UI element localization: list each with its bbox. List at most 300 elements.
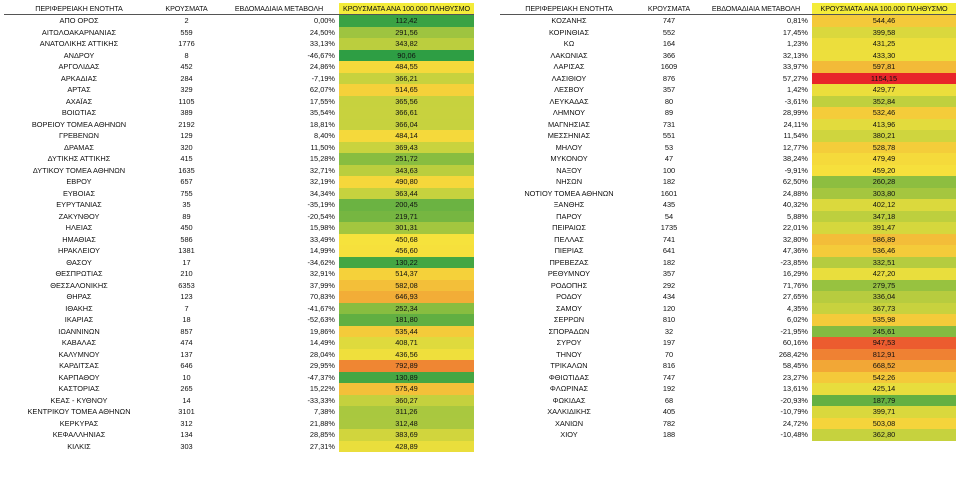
weekly-change-cell: 14,99% [309,246,335,255]
weekly-change-cell: 11,54% [783,131,808,140]
table-row [500,27,956,39]
per-100k-cell: 503,08 [812,418,956,430]
region-cell: ΙΘΑΚΗΣ [65,303,93,313]
cases-cell: 755 [180,188,193,198]
region-cell: ΧΙΟΥ [560,430,578,439]
weekly-change-cell: 21,88% [309,418,335,428]
per-100k-cell: 528,78 [812,142,956,154]
region-cell: ΚΕΑΣ - ΚΥΘΝΟΥ [50,395,108,405]
cases-cell: 188 [662,430,676,439]
weekly-change-cell: 32,80% [782,234,808,244]
per-100k-cell: 252,34 [339,303,474,315]
left-header-row [4,3,474,15]
region-cell: ΜΑΓΝΗΣΙΑΣ [548,119,590,129]
weekly-change-cell: 62,07% [309,85,335,94]
weekly-change-cell: 38,24% [782,154,808,163]
weekly-change-cell: 0,00% [314,16,335,25]
table-row [500,234,956,246]
per-100k-cell: 429,77 [812,84,956,96]
per-100k-cell: 484,14 [339,130,474,142]
weekly-change-cell: 15,98% [309,223,335,232]
per-100k-cell: 251,72 [339,153,474,165]
cases-cell: 284 [180,73,193,83]
cases-cell: 1381 [178,246,195,255]
weekly-change-cell: 17,45% [782,27,808,37]
weekly-change-cell: 57,27% [782,73,808,83]
per-100k-cell: 408,71 [339,337,474,349]
cases-cell: 8 [184,50,189,60]
per-100k-cell: 365,56 [339,96,474,108]
table-row [500,61,956,73]
region-cell: ΦΘΙΩΤΙΔΑΣ [548,372,590,382]
table-row [4,211,474,223]
per-100k-cell: 301,31 [339,222,474,234]
weekly-change-cell: 24,86% [309,62,335,71]
right-table [500,3,956,441]
region-cell: ΠΕΛΛΑΣ [554,234,584,244]
per-100k-cell: 363,44 [339,188,474,200]
table-row [500,406,956,418]
region-cell: ΝΑΞΟΥ [556,165,582,175]
cases-cell: 657 [180,177,193,186]
region-cell: ΡΕΘΥΜΝΟΥ [547,269,591,278]
table-row [4,234,474,246]
region-cell: ΑΝΑΤΟΛΙΚΗΣ ΑΤΤΙΚΗΣ [39,39,119,48]
cases-cell: 2192 [178,119,195,129]
cases-cell: 192 [662,384,676,393]
region-cell: ΗΛΕΙΑΣ [65,223,93,232]
header-cases: ΚΡΟΥΣΜΑΤΑ [638,3,700,15]
per-100k-cell: 792,89 [339,360,474,372]
weekly-change-cell: 27,31% [309,441,335,451]
region-cell: ΣΠΟΡΑΔΩΝ [548,326,590,336]
table-row [4,61,474,73]
per-100k-cell: 312,48 [339,418,474,430]
table-row [500,130,956,142]
region-cell: ΚΩ [563,39,575,48]
per-100k-cell: 597,81 [812,61,956,73]
right-table-body [500,15,956,441]
table-row [500,337,956,349]
region-cell: ΒΟΡΕΙΟΥ ΤΟΜΕΑ ΑΘΗΝΩΝ [31,119,127,129]
per-100k-cell: 380,21 [812,130,956,142]
per-100k-cell: 130,22 [339,257,474,269]
cases-cell: 292 [662,280,676,290]
cases-cell: 6353 [178,280,195,290]
weekly-change-cell: -46,67% [307,50,335,60]
per-100k-cell: 311,26 [339,406,474,418]
region-cell: ΚΟΡΙΝΘΙΑΣ [548,27,590,37]
weekly-change-cell: 19,86% [309,326,335,336]
cases-cell: 312 [180,418,193,428]
table-row [4,429,474,441]
table-row [500,360,956,372]
cases-cell: 32 [664,326,674,336]
weekly-change-cell: 24,72% [782,418,808,428]
weekly-change-cell: 16,29% [782,269,808,278]
cases-cell: 435 [662,200,676,209]
per-100k-cell: 490,80 [339,176,474,188]
per-100k-cell: 362,80 [812,429,956,441]
cases-cell: 366 [662,50,676,60]
per-100k-cell: 450,68 [339,234,474,246]
cases-cell: 1635 [178,165,195,175]
region-cell: ΚΙΛΚΙΣ [67,441,91,451]
cases-cell: 731 [662,119,676,129]
per-100k-cell: 347,18 [812,211,956,223]
region-cell: ΞΑΝΘΗΣ [553,200,585,209]
cases-cell: 747 [662,16,676,25]
per-100k-cell: 181,80 [339,314,474,326]
region-cell: ΛΕΣΒΟΥ [554,85,584,94]
table-row [500,280,956,292]
table-row [4,130,474,142]
weekly-change-cell: 28,04% [309,349,335,359]
weekly-change-cell: -52,63% [307,315,335,324]
table-row [500,303,956,315]
cases-cell: 18 [182,315,191,324]
region-cell: ΔΥΤΙΚΗΣ ΑΤΤΙΚΗΣ [47,154,111,163]
cases-cell: 452 [180,62,193,71]
table-row [500,165,956,177]
table-row [500,291,956,303]
weekly-change-cell: -10,48% [780,430,808,439]
weekly-change-cell: 35,54% [309,108,335,117]
table-row [500,176,956,188]
header-per-100k: ΚΡΟΥΣΜΑΤΑ ΑΝΑ 100.000 ΠΛΗΘΥΣΜΟ [339,3,474,15]
region-cell: ΔΥΤΙΚΟΥ ΤΟΜΕΑ ΑΘΗΝΩΝ [32,165,126,175]
cases-cell: 2 [184,16,189,25]
weekly-change-cell: 17,55% [309,96,335,106]
region-cell: ΒΟΙΩΤΙΑΣ [61,108,97,117]
per-100k-cell: 535,44 [339,326,474,338]
header-per-100k: ΚΡΟΥΣΜΑΤΑ ΑΝΑ 100.000 ΠΛΗΘΥΣΜΟ [812,3,956,15]
cases-cell: 329 [180,85,193,94]
per-100k-cell: 575,49 [339,383,474,395]
per-100k-cell: 484,55 [339,61,474,73]
region-cell: ΛΑΡΙΣΑΣ [553,62,585,71]
header-weekly-change: ΕΒΔΟΜΑΔΙΑΙΑ ΜΕΤΑΒΟΛΗ [700,3,812,15]
table-row [4,107,474,119]
table-row [4,15,474,27]
cases-cell: 1601 [660,188,678,198]
table-row [4,165,474,177]
weekly-change-cell: -47,37% [307,372,335,382]
cases-cell: 35 [182,200,191,209]
cases-cell: 357 [662,269,676,278]
region-cell: ΦΩΚΙΔΑΣ [552,395,586,405]
weekly-change-cell: 32,13% [782,50,808,60]
table-row [4,349,474,361]
weekly-change-cell: 22,01% [782,223,808,232]
per-100k-cell: 428,89 [339,441,474,453]
cases-cell: 357 [662,85,676,94]
table-row [4,360,474,372]
table-row [500,15,956,27]
per-100k-cell: 535,98 [812,314,956,326]
cases-cell: 747 [662,372,676,382]
per-100k-cell: 260,28 [812,176,956,188]
weekly-change-cell: 32,19% [309,177,335,186]
region-cell: ΧΑΝΙΩΝ [554,418,584,428]
per-100k-cell: 536,46 [812,245,956,257]
per-100k-cell: 336,04 [812,291,956,303]
cases-cell: 70 [664,349,674,359]
region-cell: ΧΑΛΚΙΔΙΚΗΣ [547,407,591,416]
table-row [4,119,474,131]
cases-cell: 1609 [660,62,678,71]
region-cell: ΗΜΑΘΙΑΣ [62,234,96,244]
per-100k-cell: 360,27 [339,395,474,407]
weekly-change-cell: 14,49% [309,338,335,347]
region-cell: ΡΟΔΟΥ [556,292,582,301]
region-cell: ΖΑΚΥΝΘΟΥ [58,211,100,221]
weekly-change-cell: 15,28% [309,154,335,163]
table-row [500,349,956,361]
per-100k-cell: 291,56 [339,27,474,39]
table-row [500,73,956,85]
cases-cell: 54 [664,211,674,221]
cases-cell: 303 [180,441,193,451]
region-cell: ΜΥΚΟΝΟΥ [550,154,588,163]
cases-cell: 876 [662,73,676,83]
table-row [4,257,474,269]
weekly-change-cell: 34,34% [309,188,335,198]
table-row [4,38,474,50]
cases-cell: 415 [180,154,193,163]
per-100k-cell: 431,25 [812,38,956,50]
weekly-change-cell: -7,19% [311,73,335,83]
cases-cell: 1735 [660,223,678,232]
per-100k-cell: 402,12 [812,199,956,211]
cases-cell: 17 [182,257,191,267]
table-row [4,418,474,430]
per-100k-cell: 245,61 [812,326,956,338]
table-row [500,84,956,96]
per-100k-cell: 352,84 [812,96,956,108]
cases-cell: 7 [184,303,189,313]
per-100k-cell: 425,14 [812,383,956,395]
per-100k-cell: 586,89 [812,234,956,246]
per-100k-cell: 427,20 [812,268,956,280]
cases-cell: 68 [664,395,674,405]
per-100k-cell: 544,46 [812,15,956,27]
cases-cell: 1776 [178,39,195,48]
table-row [4,84,474,96]
weekly-change-cell: 60,16% [782,338,808,347]
per-100k-cell: 90,06 [339,50,474,62]
covid-table-sheet [4,3,956,480]
region-cell: ΠΑΡΟΥ [556,211,582,221]
cases-cell: 47 [664,154,674,163]
region-cell: ΣΕΡΡΩΝ [553,315,585,324]
weekly-change-cell: 62,50% [782,177,808,186]
per-100k-cell: 479,49 [812,153,956,165]
weekly-change-cell: 13,61% [782,384,808,393]
table-row [500,372,956,384]
per-100k-cell: 130,89 [339,372,474,384]
weekly-change-cell: 11,50% [310,142,335,152]
region-cell: ΚΑΡΔΙΤΣΑΣ [59,361,99,370]
cases-cell: 120 [662,303,676,313]
table-row [4,27,474,39]
table-row [500,119,956,131]
table-row [4,441,474,453]
table-row [500,50,956,62]
region-cell: ΚΟΖΑΝΗΣ [551,16,587,25]
cases-cell: 210 [180,269,193,278]
table-row [4,326,474,338]
table-row [4,303,474,315]
region-cell: ΠΡΕΒΕΖΑΣ [549,257,589,267]
cases-cell: 320 [180,142,193,152]
region-cell: ΝΗΣΩΝ [555,177,583,186]
weekly-change-cell: 33,13% [309,39,335,48]
table-row [500,222,956,234]
per-100k-cell: 219,71 [339,211,474,223]
cases-cell: 1105 [178,96,195,106]
region-cell: ΑΡΚΑΔΙΑΣ [60,73,98,83]
per-100k-cell: 112,42 [339,15,474,27]
table-row [500,96,956,108]
table-row [500,314,956,326]
region-cell: ΙΚΑΡΙΑΣ [64,315,94,324]
weekly-change-cell: -3,61% [784,96,808,106]
region-cell: ΣΑΜΟΥ [555,303,583,313]
weekly-change-cell: 15,22% [309,384,335,393]
per-100k-cell: 391,47 [812,222,956,234]
region-cell: ΑΧΑΪΑΣ [65,96,93,106]
table-row [4,314,474,326]
region-cell: ΚΕΦΑΛΛΗΝΙΑΣ [52,430,106,439]
table-row [500,199,956,211]
table-row [4,50,474,62]
cases-cell: 389 [180,108,193,117]
weekly-change-cell: 24,50% [309,27,335,37]
per-100k-cell: 367,73 [812,303,956,315]
table-row [500,107,956,119]
region-cell: ΙΩΑΝΝΙΝΩΝ [58,326,100,336]
region-cell: ΚΑΛΥΜΝΟΥ [58,349,100,359]
region-cell: ΠΕΙΡΑΙΩΣ [552,223,586,232]
region-cell: ΚΕΡΚΥΡΑΣ [59,418,99,428]
region-cell: ΚΑΒΑΛΑΣ [61,338,97,347]
cases-cell: 3101 [178,407,195,416]
region-cell: ΑΠΟ ΟΡΟΣ [59,16,99,25]
weekly-change-cell: -33,33% [307,395,335,405]
region-cell: ΛΑΣΙΘΙΟΥ [551,73,587,83]
region-cell: ΠΙΕΡΙΑΣ [554,246,584,255]
per-100k-cell: 383,69 [339,429,474,441]
cases-cell: 182 [662,177,676,186]
region-cell: ΡΟΔΟΠΗΣ [550,280,588,290]
region-cell: ΚΑΣΤΟΡΙΑΣ [58,384,100,393]
table-row [4,245,474,257]
per-100k-cell: 366,21 [339,73,474,85]
cases-cell: 80 [664,96,674,106]
table-row [500,326,956,338]
weekly-change-cell: -20,93% [780,395,808,405]
per-100k-cell: 332,51 [812,257,956,269]
region-cell: ΓΡΕΒΕΝΩΝ [59,131,99,140]
per-100k-cell: 303,80 [812,188,956,200]
table-row [500,429,956,441]
cases-cell: 810 [662,315,676,324]
per-100k-cell: 542,26 [812,372,956,384]
weekly-change-cell: -9,91% [784,165,808,175]
cases-cell: 741 [662,234,676,244]
region-cell: ΦΛΩΡΙΝΑΣ [549,384,589,393]
table-row [500,395,956,407]
region-cell: ΔΡΑΜΑΣ [64,142,94,152]
per-100k-cell: 514,37 [339,268,474,280]
weekly-change-cell: 6,02% [787,315,808,324]
region-cell: ΘΑΣΟΥ [66,257,92,267]
table-row [4,222,474,234]
region-cell: ΘΕΣΠΡΩΤΙΑΣ [55,269,103,278]
table-row [4,337,474,349]
cases-cell: 559 [180,27,193,37]
per-100k-cell: 646,93 [339,291,474,303]
weekly-change-cell: 268,42% [778,349,808,359]
region-cell: ΛΑΚΩΝΙΑΣ [550,50,588,60]
table-row [4,142,474,154]
weekly-change-cell: 24,88% [782,188,808,198]
cases-cell: 586 [180,234,193,244]
region-cell: ΚΑΡΠΑΘΟΥ [58,372,100,382]
weekly-change-cell: 1,42% [787,85,808,94]
cases-cell: 129 [180,131,193,140]
cases-cell: 14 [182,395,191,405]
cases-cell: 450 [180,223,193,232]
table-row [500,188,956,200]
region-cell: ΛΗΜΝΟΥ [552,108,586,117]
table-row [500,142,956,154]
cases-cell: 123 [180,292,193,301]
right-header-row [500,3,956,15]
per-100k-cell: 459,20 [812,165,956,177]
left-table [4,3,474,452]
header-region: ΠΕΡΙΦΕΡΕΙΑΚΗ ΕΝΟΤΗΤΑ [4,3,154,15]
weekly-change-cell: 27,65% [782,292,808,301]
region-cell: ΤΗΝΟΥ [556,349,582,359]
table-row [500,211,956,223]
per-100k-cell: 343,63 [339,165,474,177]
per-100k-cell: 366,61 [339,107,474,119]
per-100k-cell: 279,75 [812,280,956,292]
region-cell: ΝΟΤΙΟΥ ΤΟΜΕΑ ΑΘΗΝΩΝ [524,188,614,198]
region-cell: ΜΕΣΣΗΝΙΑΣ [547,131,591,140]
table-row [4,188,474,200]
cases-cell: 816 [662,361,676,370]
header-weekly-change: ΕΒΔΟΜΑΔΙΑΙΑ ΜΕΤΑΒΟΛΗ [219,3,339,15]
weekly-change-cell: 28,85% [309,430,335,439]
per-100k-cell: 413,96 [812,119,956,131]
header-region: ΠΕΡΙΦΕΡΕΙΑΚΗ ΕΝΟΤΗΤΑ [500,3,638,15]
region-cell: ΑΡΤΑΣ [67,85,91,94]
weekly-change-cell: -23,85% [780,257,808,267]
table-row [500,153,956,165]
table-row [4,199,474,211]
region-cell: ΣΥΡΟΥ [556,338,582,347]
table-row [500,383,956,395]
cases-cell: 551 [662,131,676,140]
region-cell: ΘΗΡΑΣ [66,292,92,301]
per-100k-cell: 399,71 [812,406,956,418]
per-100k-cell: 812,91 [812,349,956,361]
table-row [4,395,474,407]
weekly-change-cell: 37,99% [309,280,335,290]
